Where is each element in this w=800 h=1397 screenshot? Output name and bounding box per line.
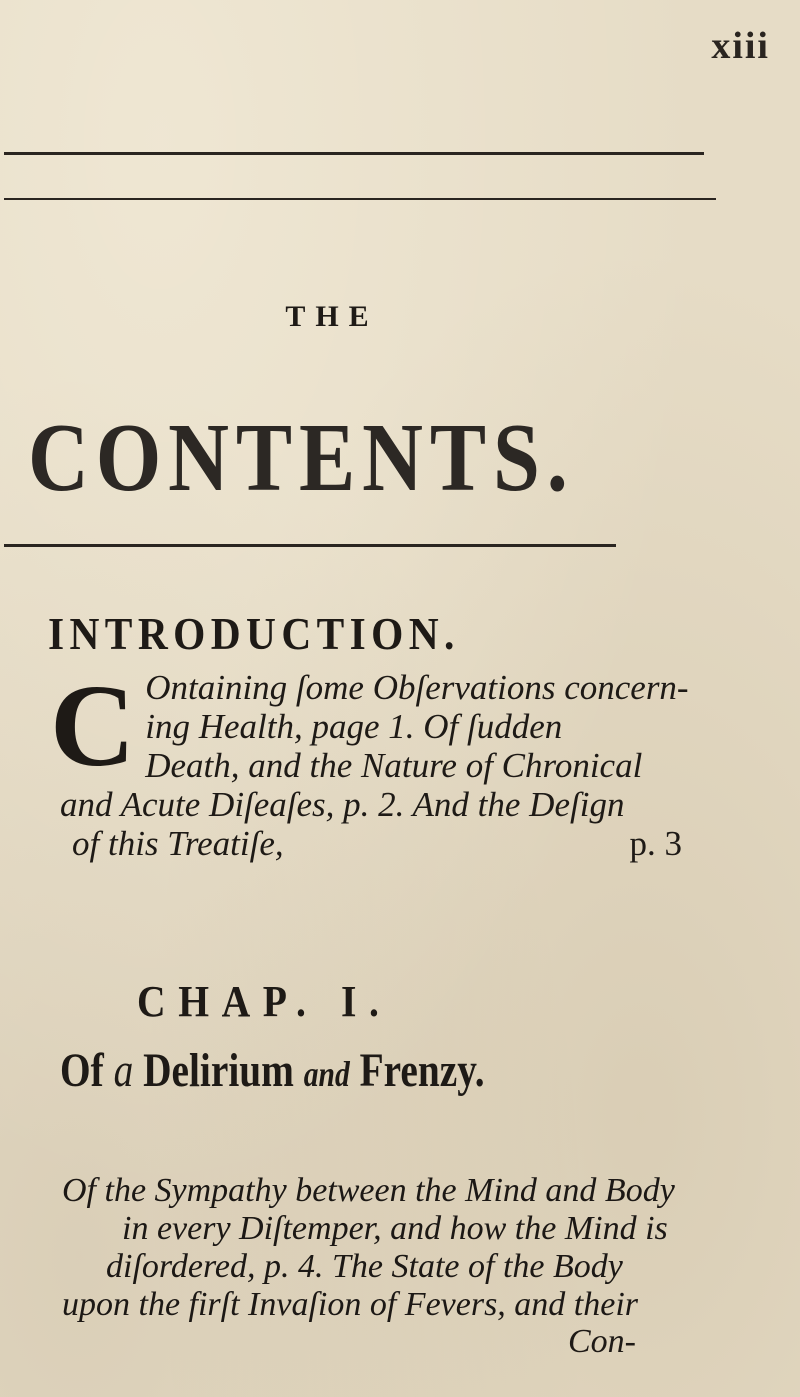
catchword: Con- bbox=[568, 1323, 636, 1360]
introduction-heading: INTRODUCTION. bbox=[48, 608, 460, 659]
chapter-summary bbox=[40, 1172, 710, 1324]
intro-line: ing Health, page 1. Of ſudden bbox=[145, 707, 563, 746]
chapter-title bbox=[60, 1043, 585, 1098]
chapter-heading: CHAP. I. bbox=[137, 977, 392, 1026]
summary-line: diſordered, p. 4. The State of the Body bbox=[106, 1248, 623, 1285]
summary-line: Of the Sympathy between the Mind and Body bbox=[62, 1172, 675, 1209]
page-reference: p. 3 bbox=[629, 824, 682, 863]
chapter-title-of: Of bbox=[60, 1044, 104, 1097]
top-rule bbox=[4, 152, 704, 155]
page-title: CONTENTS. bbox=[28, 404, 575, 512]
drop-cap: C bbox=[50, 660, 136, 791]
chapter-title-delirium: Delirium bbox=[143, 1044, 294, 1097]
summary-line: upon the firſt Invaſion of Fevers, and their bbox=[62, 1286, 639, 1323]
intro-line-last bbox=[72, 824, 690, 863]
chapter-title-a: a bbox=[113, 1044, 134, 1097]
intro-line: and Acute Diſeaſes, p. 2. And the Deſign bbox=[60, 785, 625, 824]
chapter-title-frenzy: Frenzy. bbox=[359, 1044, 485, 1097]
title-rule bbox=[4, 544, 616, 547]
heading-small: THE bbox=[285, 300, 379, 333]
intro-line: of this Treatiſe, bbox=[72, 824, 284, 863]
intro-line: Death, and the Nature of Chronical bbox=[145, 746, 643, 785]
chapter-title-and: and bbox=[303, 1054, 350, 1094]
intro-line: Ontaining ſome Obſervations concern- bbox=[145, 668, 689, 707]
summary-line: in every Diſtemper, and how the Mind is bbox=[122, 1210, 668, 1247]
top-rule-secondary bbox=[4, 198, 716, 200]
introduction-paragraph bbox=[40, 660, 690, 863]
page-number: xiii bbox=[711, 25, 770, 67]
